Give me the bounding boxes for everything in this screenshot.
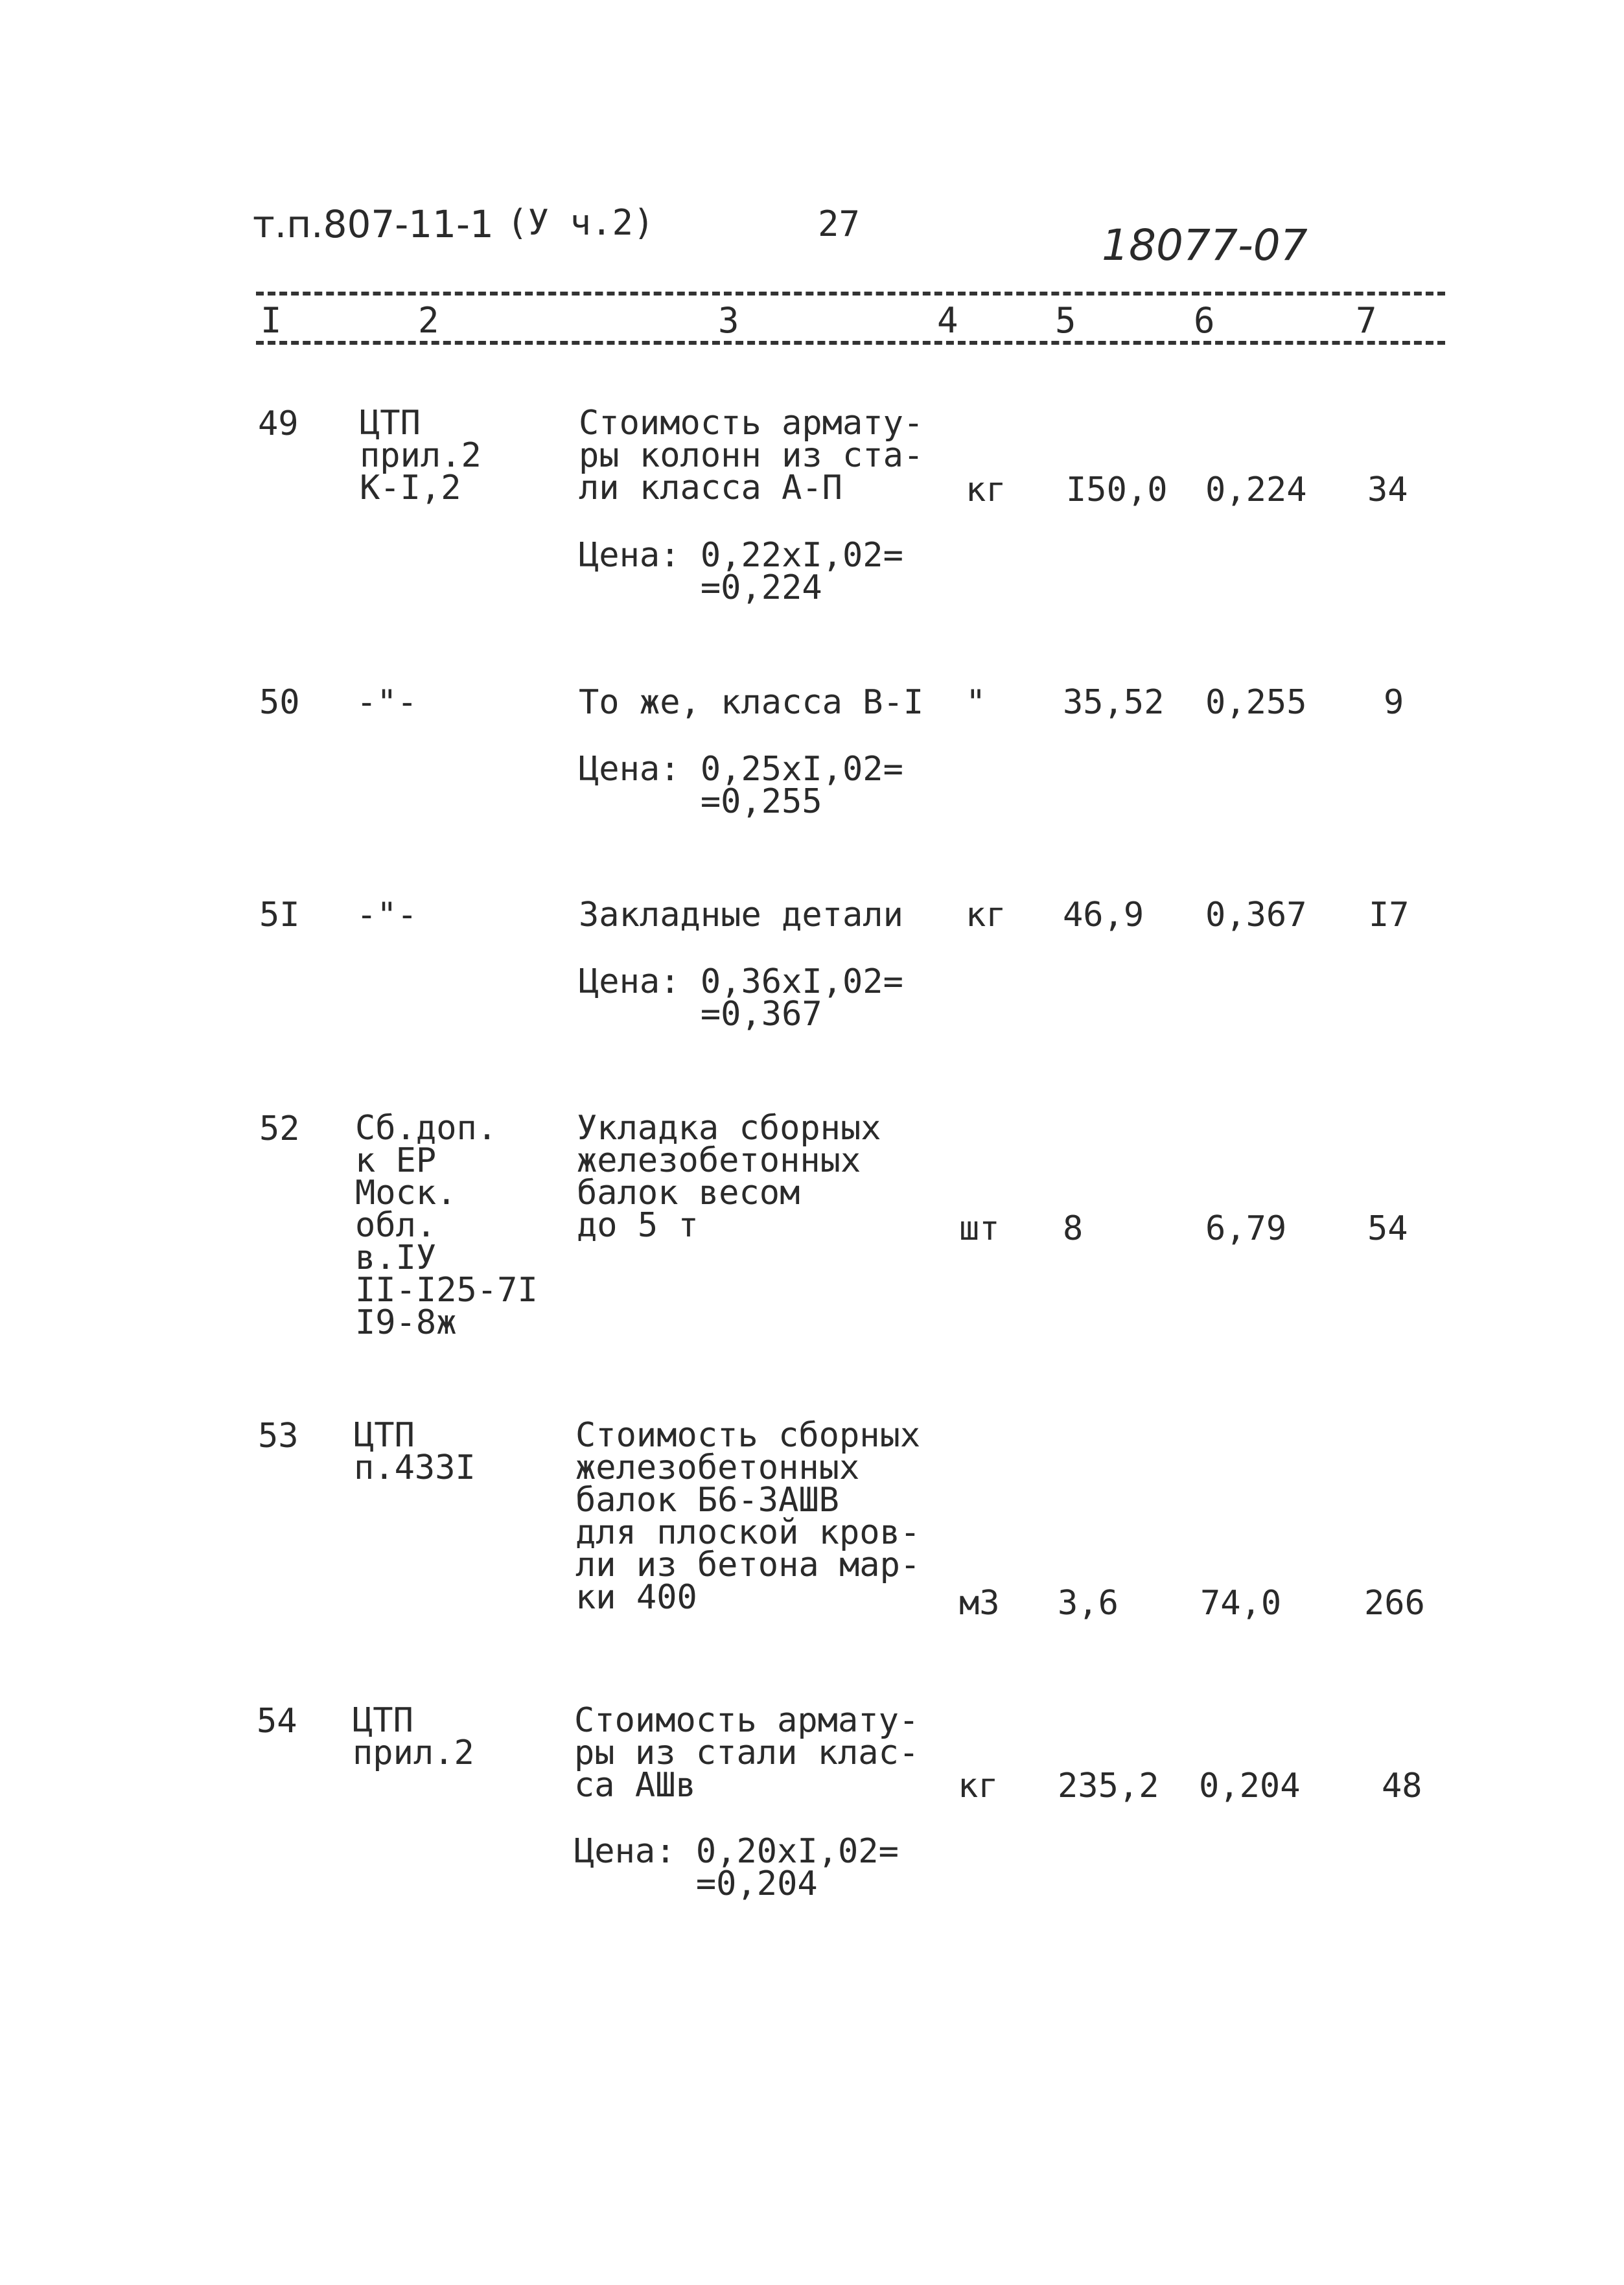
row-number: 52 (259, 1109, 300, 1148)
top-dashed-rule (256, 292, 1445, 296)
column-number-5: 5 (1055, 300, 1076, 341)
row-price-note: Цена: 0,36хI,02= =0,367 (579, 962, 903, 1034)
row-total: 48 (1382, 1767, 1422, 1805)
row-unit: м3 (959, 1584, 1000, 1623)
row-price-note: Цена: 0,22хI,02= =0,224 (579, 536, 903, 607)
row-price: 0,255 (1205, 683, 1307, 722)
row-description: Закладные детали (579, 896, 903, 934)
row-price: 74,0 (1200, 1584, 1282, 1623)
row-total: 34 (1367, 470, 1408, 509)
column-number-7: 7 (1356, 300, 1377, 341)
row-quantity: 46,9 (1063, 896, 1144, 934)
column-number-1: I (261, 300, 282, 341)
column-number-4: 4 (937, 300, 958, 341)
row-reference: ЦТП прил.2 (353, 1701, 474, 1772)
row-description: То же, класса В-I (579, 683, 924, 722)
row-reference: Сб.доп. к ЕР Моск. обл. в.IУ II-I25-7I I9-8ж (355, 1109, 538, 1342)
column-number-3: 3 (718, 300, 739, 341)
row-total: 266 (1364, 1584, 1425, 1623)
row-reference: ЦТП п.433I (354, 1416, 476, 1487)
row-quantity: 235,2 (1058, 1767, 1159, 1805)
row-unit: кг (966, 470, 1006, 509)
row-total: 9 (1384, 683, 1404, 722)
row-number: 5I (259, 896, 300, 934)
row-number: 49 (258, 404, 299, 443)
bottom-dashed-rule (256, 341, 1445, 345)
row-price: 0,204 (1199, 1767, 1301, 1805)
row-unit: шт (959, 1209, 1000, 1248)
row-quantity: I50,0 (1066, 470, 1168, 509)
row-unit: кг (958, 1767, 999, 1805)
row-quantity: 3,6 (1058, 1584, 1119, 1623)
row-number: 53 (258, 1417, 299, 1456)
row-price: 0,224 (1205, 470, 1307, 509)
row-reference: ЦТП прил.2 К-I,2 (360, 404, 481, 507)
row-description: Стоимость армату- ры колонн из ста- ли класса А-П (579, 404, 924, 507)
row-description: Укладка сборных железобетонных балок весом до 5 т (577, 1109, 881, 1245)
row-number: 54 (257, 1702, 297, 1741)
row-price: 0,367 (1205, 896, 1307, 934)
row-quantity: 8 (1063, 1209, 1084, 1248)
row-price: 6,79 (1205, 1209, 1287, 1248)
row-description: Стоимость армату- ры из стали клас- са АШв (574, 1701, 920, 1805)
doc-part: (У ч.2) (507, 202, 655, 243)
row-total: 54 (1367, 1209, 1408, 1248)
column-number-2: 2 (418, 300, 439, 341)
registration-number: 18077-07 (1102, 220, 1308, 270)
row-total: I7 (1369, 896, 1409, 934)
row-number: 50 (259, 683, 300, 722)
row-unit: " (966, 683, 986, 722)
column-number-6: 6 (1194, 300, 1215, 341)
row-price-note: Цена: 0,20хI,02= =0,204 (574, 1832, 899, 1903)
row-description: Стоимость сборных железобетонных балок Б6-3АШВ для плоской кров- ли из бетона мар- ки 400 (575, 1416, 921, 1617)
row-reference: -"- (356, 683, 417, 722)
row-quantity: 35,52 (1063, 683, 1165, 722)
row-price-note: Цена: 0,25хI,02= =0,255 (579, 750, 903, 821)
row-unit: кг (966, 896, 1006, 934)
doc-code: т.п.807-11-1 (253, 202, 494, 246)
row-reference: -"- (356, 896, 417, 934)
page-number: 27 (818, 203, 861, 244)
